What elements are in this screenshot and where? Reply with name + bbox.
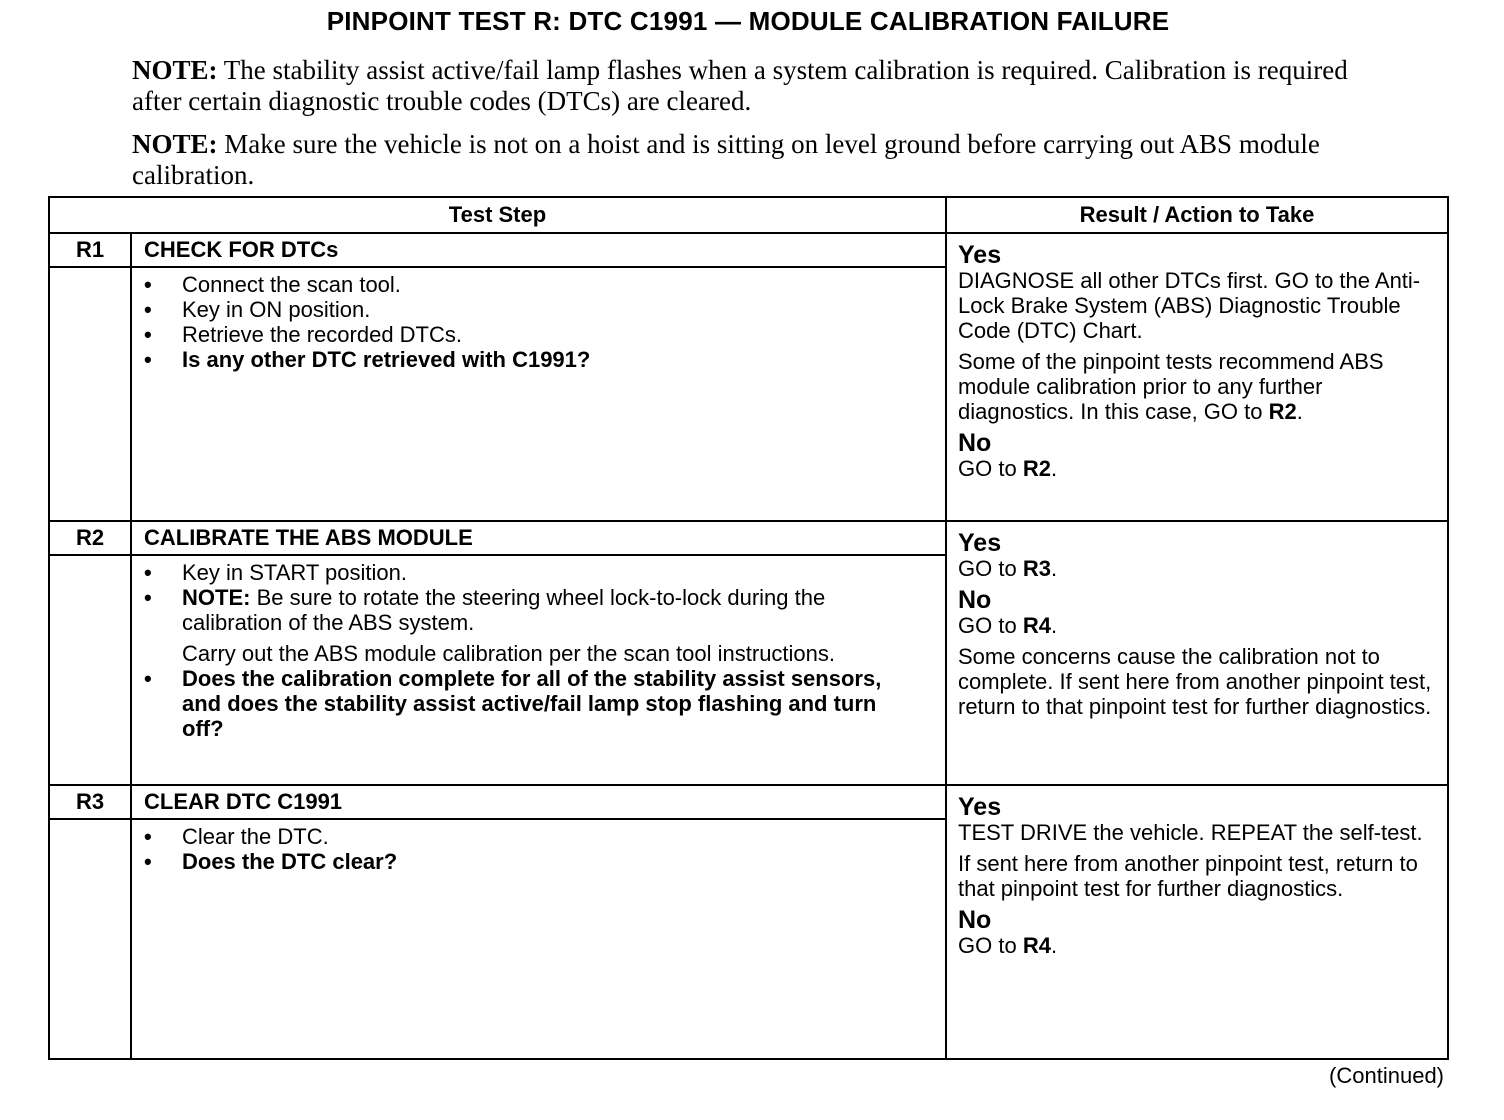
pinpoint-test-table [48, 196, 1449, 1060]
list-item: • Connect the scan tool. [144, 272, 401, 297]
list-item: • Is any other DTC retrieved with C1991? [144, 347, 591, 372]
step-r2-title-row [49, 521, 1448, 555]
step-r1-instructions [131, 267, 946, 521]
step-number: R1 [49, 233, 131, 267]
step-number: R2 [49, 521, 131, 555]
step-r2-instructions [131, 555, 946, 785]
step-title: CALIBRATE THE ABS MODULE [131, 521, 946, 555]
yes-action: TEST DRIVE the vehicle. REPEAT the self-test. [958, 820, 1423, 845]
header-test-step: Test Step [49, 197, 946, 233]
yes-extra: If sent here from another pinpoint test, return to that pinpoint test for further diagnostics. [958, 851, 1418, 901]
list-item: • NOTE: Be sure to rotate the steering wheel lock-to-lock during the calibration of the ABS system. Carry out the ABS module calibration per the scan tool instructions. [50, 585, 947, 666]
list-item: • Does the DTC clear? [144, 849, 398, 874]
header-result-action: Result / Action to Take [946, 197, 1448, 233]
step-number: R3 [49, 785, 131, 819]
yes-action: DIAGNOSE all other DTCs first. GO to the Anti-Lock Brake System (ABS) Diagnostic Trouble Code (DTC) Chart. [958, 268, 1421, 343]
step-r1-result [946, 233, 1448, 521]
note-sub-text: Carry out the ABS module calibration per the scan tool instructions. [182, 641, 836, 666]
note-text: Make sure the vehicle is not on a hoist and is sitting on level ground before carrying out ABS module calibration. [132, 129, 1320, 190]
yes-label: Yes [958, 793, 1002, 821]
yes-label: Yes [958, 529, 1002, 557]
page-title: PINPOINT TEST R: DTC C1991 — MODULE CALIBRATION FAILURE [326, 6, 1170, 36]
note-label: NOTE: [132, 129, 218, 159]
no-label: No [958, 429, 992, 457]
step-title: CHECK FOR DTCs [131, 233, 946, 267]
step-r2-result [946, 521, 1448, 785]
no-label: No [958, 586, 992, 614]
no-action: GO to R2. [958, 456, 1058, 481]
step-r3-title-row [49, 785, 1448, 819]
no-label: No [958, 906, 992, 934]
list-item: • Does the calibration complete for all of the stability assist sensors, and does the stability assist active/fail lamp stop flashing and turn off? [144, 666, 882, 741]
no-extra: Some concerns cause the calibration not to complete. If sent here from another pinpoint test, return to that pinpoint test for further diagnostics. [958, 644, 1432, 719]
note-calibration-required [132, 55, 1362, 117]
step-r1-title-row [49, 233, 1448, 267]
step-title: CLEAR DTC C1991 [131, 785, 946, 819]
continued-label: (Continued) [1329, 1063, 1444, 1088]
yes-extra: Some of the pinpoint tests recommend ABS module calibration prior to any further diagnostics. In this case, GO to R2. [958, 349, 1384, 424]
step-r3-instructions [131, 819, 946, 1059]
no-action: GO to R4. [958, 613, 1058, 638]
list-item: • Retrieve the recorded DTCs. [144, 322, 462, 347]
list-item: • Key in START position. [144, 560, 407, 585]
yes-label: Yes [958, 241, 1002, 269]
list-item: • Clear the DTC. [144, 824, 329, 849]
note-text: The stability assist active/fail lamp flashes when a system calibration is required. Calibration is required after certain diagnostic trouble codes (DTCs) are cleared. [132, 55, 1348, 116]
yes-action: GO to R3. [958, 556, 1058, 581]
list-item: • Key in ON position. [144, 297, 371, 322]
table-header-row [49, 197, 1448, 233]
note-label: NOTE: [132, 55, 218, 85]
no-action: GO to R4. [958, 933, 1058, 958]
note-level-ground [132, 129, 1362, 191]
step-r3-result [946, 785, 1448, 1059]
